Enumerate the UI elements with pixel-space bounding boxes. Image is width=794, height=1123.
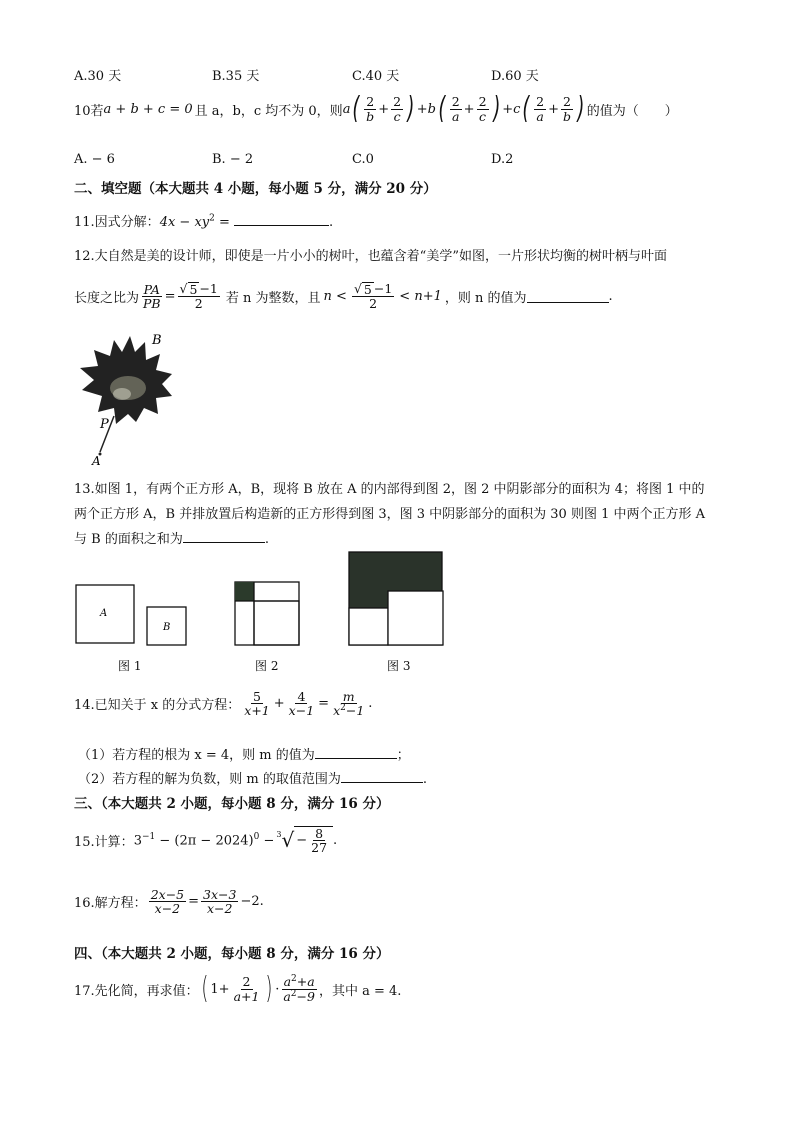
q10-condition: a + b + c = 0 xyxy=(103,101,193,117)
q10-lead: 10若 xyxy=(74,103,104,119)
q9-choice-b: B.35 天 xyxy=(212,69,260,84)
q14-lead: 14.已知关于 x 的分式方程： xyxy=(74,698,241,714)
q10-choice-a: A. − 6 xyxy=(74,152,115,167)
q9-choice-d: D.60 天 xyxy=(491,69,539,84)
fig3-square-a xyxy=(388,591,443,645)
fig1-label-a: A xyxy=(100,608,108,619)
q13-line2: 两个正方形 A，B 并排放置后构造新的正方形得到图 3，图 3 中阴影部分的面积为 30 则图 1 中两个正方形 A xyxy=(74,507,706,522)
section-3-heading: 三、（本大题共 2 小题，每小题 8 分，满分 16 分） xyxy=(74,796,390,812)
label-p: P xyxy=(100,417,109,432)
q12-condition: 若 n 为整数，且 xyxy=(225,290,321,306)
question-10 xyxy=(74,91,678,126)
q13-line3-text: 与 B 的面积之和为 xyxy=(74,532,183,547)
label-a: A xyxy=(92,454,101,468)
fig1-label-b: B xyxy=(163,622,171,633)
q14-part1-text: （1）若方程的根为 x = 4，则 m 的值为 xyxy=(78,748,315,763)
fig1-caption: 图 1 xyxy=(118,659,142,673)
q12-answer-blank[interactable] xyxy=(527,289,609,303)
q17-tail: ，其中 a = 4. xyxy=(318,983,402,999)
fig3-caption: 图 3 xyxy=(387,659,411,673)
section-4-heading: 四、（本大题共 2 小题，每小题 8 分，满分 16 分） xyxy=(74,946,390,962)
question-15: 15.计算： $3^{-1} - (2\pi - 2024)^0$ − 3 √ − $\frac{8}{27}$ . xyxy=(74,826,338,856)
question-16: 16.解方程： $\frac{2x-5}{x-2}$ = $\frac{3x-3}{x-2}$ −2. xyxy=(74,887,264,917)
q10-expression: a ( $\frac{2}{b}$ + $\frac{2}{c}$ ) +b ( $\frac{2}{a}$ + $\frac{2}{c}$ ) +c ( $\frac{2}{a}$ + $\frac{2}{b}$ ) xyxy=(342,91,585,126)
q14-part2-blank[interactable] xyxy=(341,769,423,783)
q9-choice-a: A.30 天 xyxy=(74,69,122,84)
q14-part1-blank[interactable] xyxy=(315,745,397,759)
q12-ratio-label: 长度之比为 xyxy=(74,290,140,306)
section-2-heading: 二、填空题（本大题共 4 小题，每小题 5 分，满分 20 分） xyxy=(74,181,437,197)
q14-part2: （2）若方程的解为负数，则 m 的取值范围为 . xyxy=(78,768,427,787)
question-14: 14.已知关于 x 的分式方程： $\frac{5}{x+1}$ + $\frac{4}{x-1}$ = $\frac{m}{x^2-1}$ . xyxy=(74,689,373,719)
leaf-highlight-2 xyxy=(113,388,131,400)
q10-choice-d: D.2 xyxy=(491,152,514,167)
fig2-caption: 图 2 xyxy=(255,659,279,673)
q13-answer-blank[interactable] xyxy=(183,529,265,543)
q17-lead: 17.先化简，再求值： xyxy=(74,983,199,999)
q14-part1: （1）若方程的根为 x = 4，则 m 的值为 ； xyxy=(78,744,410,763)
q13-line1: 13.如图 1，有两个正方形 A，B，现将 B 放在 A 的内部得到图 2，图 2 中阴影部分的面积为 4；将图 1 中的 xyxy=(74,482,705,497)
fig2-shaded-area xyxy=(235,582,254,601)
maple-leaf-figure xyxy=(72,328,187,468)
q14-part2-text: （2）若方程的解为负数，则 m 的取值范围为 xyxy=(78,772,341,787)
q11-expression: 4x − xy xyxy=(159,215,210,230)
label-b: B xyxy=(152,333,162,348)
question-17: 17.先化简，再求值： ( 1+ $\frac{2}{a+1}$ ) · $\frac{a^2+a}{a^2-9}$ ，其中 a = 4. xyxy=(74,971,402,1006)
q11-answer-blank[interactable] xyxy=(234,212,329,226)
fig3-square-b xyxy=(349,608,388,645)
q10-mid: 且 a，b，c 均不为 0，则 xyxy=(194,103,343,119)
q11-text: 11.因式分解： xyxy=(74,215,160,230)
q10-choice-c: C.0 xyxy=(352,152,374,167)
fig2-inner-square xyxy=(254,601,299,645)
q12-question: ，则 n 的值为 xyxy=(444,290,527,306)
q10-tail: 的值为（ ） xyxy=(586,103,678,119)
q15-lead: 15.计算： xyxy=(74,834,134,850)
question-11: 11.因式分解：$4x - xy^2$ = . xyxy=(74,213,334,230)
q16-lead: 16.解方程： xyxy=(74,896,147,912)
q12-line1: 12.大自然是美的设计师，即使是一片小小的树叶，也蕴含着“美学”如图，一片形状均衡的树叶柄与叶面 xyxy=(74,249,667,264)
q11-equals: = xyxy=(214,215,230,230)
q9-choice-c: C.40 天 xyxy=(352,69,400,84)
q12-line2: 长度之比为 $\frac{PA}{PB}$ = √ 5 −1 2 若 n 为整数，且 n < √ 5 −1 2 < n+1 ，则 n 的值为 . xyxy=(74,281,613,312)
q13-line3: 与 B 的面积之和为 . xyxy=(74,528,269,547)
q10-choice-b: B. − 2 xyxy=(212,152,254,167)
